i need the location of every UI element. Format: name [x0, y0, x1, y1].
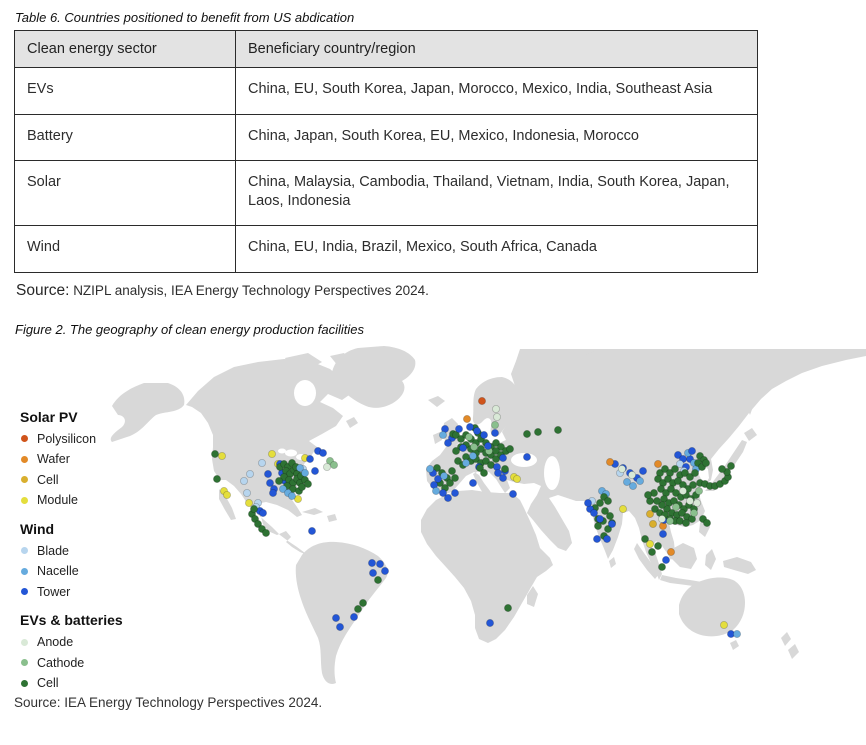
facility-dot	[246, 470, 253, 477]
facility-dot	[693, 499, 700, 506]
facility-dot	[603, 535, 610, 542]
facility-dot	[448, 467, 455, 474]
figure-title: Figure 2. The geography of clean energy production facilities	[15, 321, 365, 337]
facility-dot	[288, 492, 295, 499]
legend-item	[20, 470, 123, 491]
facility-dot	[509, 490, 516, 497]
facility-dot	[368, 559, 375, 566]
facility-dot	[493, 413, 500, 420]
legend-dot-icon	[21, 497, 28, 504]
facility-dot	[654, 460, 661, 467]
facility-dot	[534, 428, 541, 435]
facility-dot	[720, 621, 727, 628]
facility-dot	[350, 613, 357, 620]
facility-dot	[275, 477, 282, 484]
benefits-table	[14, 30, 758, 273]
table-header-row	[15, 31, 758, 68]
facility-dot	[336, 623, 343, 630]
facility-dot	[513, 475, 520, 482]
facility-dot	[584, 499, 591, 506]
facility-dot	[596, 515, 603, 522]
world-map-figure	[0, 343, 866, 727]
facility-dot	[590, 509, 597, 516]
facility-dot	[671, 465, 678, 472]
facility-dot	[691, 469, 698, 476]
legend-item-label: Cell	[37, 676, 59, 691]
facility-dot	[243, 489, 250, 496]
legend-item-label: Tower	[37, 584, 71, 599]
sector-cell: Battery	[15, 114, 236, 161]
facility-dot	[594, 522, 601, 529]
facility-dot	[330, 461, 337, 468]
facility-dot	[301, 469, 308, 476]
facility-dot	[258, 459, 265, 466]
facility-dot	[308, 527, 315, 534]
facility-dot	[727, 462, 734, 469]
facility-dot	[452, 447, 459, 454]
facility-dot	[268, 450, 275, 457]
facility-dot	[499, 454, 506, 461]
facility-dot	[629, 482, 636, 489]
facility-dot	[223, 491, 230, 498]
facility-dot	[523, 430, 530, 437]
facility-dot	[618, 465, 625, 472]
beneficiary-cell: China, Malaysia, Cambodia, Thailand, Vietnam, India, South Korea, Japan, Laos, Indonesia	[236, 161, 758, 226]
legend-item-label: Cathode	[37, 655, 85, 670]
facility-dot	[644, 491, 651, 498]
facility-dot	[451, 474, 458, 481]
legend-item	[20, 632, 123, 653]
legend-dot-icon	[21, 568, 28, 575]
sector-cell: EVs	[15, 68, 236, 115]
facility-dot	[702, 459, 709, 466]
facility-dot	[306, 455, 313, 462]
beneficiary-cell: China, Japan, South Korea, EU, Mexico, Indonesia, Morocco	[236, 114, 758, 161]
facility-dot	[662, 556, 669, 563]
facility-dot	[682, 519, 689, 526]
legend-dot-icon	[21, 547, 28, 554]
facility-dot	[679, 487, 686, 494]
facility-dot	[304, 480, 311, 487]
facility-dot	[323, 463, 330, 470]
sector-cell: Wind	[15, 226, 236, 273]
legend-item	[20, 449, 123, 470]
legend-item-label: Module	[37, 493, 78, 508]
legend-item-label: Nacelle	[37, 564, 79, 579]
map-legend	[20, 409, 123, 694]
table-row	[15, 226, 758, 273]
table-source-label: Source:	[16, 281, 70, 299]
facility-dot	[608, 520, 615, 527]
facility-dot	[319, 449, 326, 456]
legend-group-title: EVs & batteries	[20, 612, 123, 629]
facility-dot	[451, 489, 458, 496]
header-beneficiary: Beneficiary country/region	[236, 31, 758, 68]
legend-dot-icon	[21, 456, 28, 463]
facility-dot	[606, 512, 613, 519]
facility-dot	[444, 494, 451, 501]
facility-dot	[648, 548, 655, 555]
table-row	[15, 68, 758, 115]
legend-item	[20, 429, 123, 450]
facility-dot	[259, 509, 266, 516]
facility-dot	[504, 604, 511, 611]
facility-dot	[604, 497, 611, 504]
facility-dot	[486, 619, 493, 626]
legend-item-label: Wafer	[37, 452, 70, 467]
facility-dot	[718, 465, 725, 472]
facility-dot	[653, 497, 660, 504]
facility-dot	[689, 481, 696, 488]
facility-dot	[501, 465, 508, 472]
facility-dot	[688, 447, 695, 454]
legend-item-label: Blade	[37, 543, 69, 558]
facility-dot	[667, 548, 674, 555]
facility-dot	[649, 520, 656, 527]
facility-dot	[480, 469, 487, 476]
facility-dot	[444, 439, 451, 446]
table-row	[15, 161, 758, 226]
facility-dot	[354, 605, 361, 612]
legend-item	[20, 582, 123, 603]
facility-dot	[703, 519, 710, 526]
facility-dot	[240, 477, 247, 484]
table-source-text: NZIPL analysis, IEA Energy Technology Perspectives 2024.	[73, 282, 429, 298]
legend-item	[20, 561, 123, 582]
beneficiary-cell: China, EU, India, Brazil, Mexico, South Africa, Canada	[236, 226, 758, 273]
facility-dot	[619, 505, 626, 512]
facility-dot	[733, 630, 740, 637]
facility-dot	[658, 563, 665, 570]
facility-dot	[332, 614, 339, 621]
world-map	[0, 343, 866, 711]
facility-dot	[593, 535, 600, 542]
facility-dot	[484, 442, 491, 449]
facility-dot	[523, 453, 530, 460]
facility-dot	[686, 497, 693, 504]
facility-dot	[470, 443, 477, 450]
facility-dot	[269, 489, 276, 496]
facility-dot	[374, 576, 381, 583]
facility-dot	[376, 560, 383, 567]
header-sector: Clean energy sector	[15, 31, 236, 68]
facility-dot	[211, 450, 218, 457]
facility-dot	[463, 415, 470, 422]
facility-dot	[426, 465, 433, 472]
legend-dot-icon	[21, 680, 28, 687]
facility-dot	[462, 459, 469, 466]
legend-item	[20, 541, 123, 562]
facility-dot	[494, 469, 501, 476]
facility-dot	[359, 599, 366, 606]
legend-item	[20, 673, 123, 694]
legend-item-label: Anode	[37, 635, 74, 650]
legend-item	[20, 490, 123, 511]
facility-dot	[250, 505, 257, 512]
sector-cell: Solar	[15, 161, 236, 226]
legend-group-title: Solar PV	[20, 408, 78, 425]
legend-group-title: Wind	[20, 520, 55, 537]
facility-dot	[646, 540, 653, 547]
facility-dot	[218, 452, 225, 459]
facility-dot	[264, 470, 271, 477]
facility-dot	[469, 479, 476, 486]
facility-dot	[369, 569, 376, 576]
legend-item-label: Polysilicon	[37, 431, 97, 446]
facility-dot	[465, 433, 472, 440]
facility-dot	[262, 529, 269, 536]
facility-dot	[480, 431, 487, 438]
facility-dot	[439, 431, 446, 438]
facility-dot	[245, 499, 252, 506]
facility-dot	[440, 472, 447, 479]
facility-dot	[432, 487, 439, 494]
beneficiary-cell: China, EU, South Korea, Japan, Morocco, Mexico, India, Southeast Asia	[236, 68, 758, 115]
figure-source: Source: IEA Energy Technology Perspectives 2024.	[14, 694, 323, 710]
facility-dot	[690, 509, 697, 516]
legend-dot-icon	[21, 476, 28, 483]
facility-dot	[666, 517, 673, 524]
facility-dot	[636, 477, 643, 484]
legend-dot-icon	[21, 639, 28, 646]
facility-dot	[466, 423, 473, 430]
facility-dot	[654, 542, 661, 549]
facility-dot	[455, 425, 462, 432]
facility-dot	[311, 467, 318, 474]
facility-dot	[554, 426, 561, 433]
legend-dot-icon	[21, 435, 28, 442]
legend-dot-icon	[21, 588, 28, 595]
facility-dot	[492, 405, 499, 412]
legend-item	[20, 653, 123, 674]
table-row	[15, 114, 758, 161]
facility-dot	[469, 452, 476, 459]
facility-dot	[695, 487, 702, 494]
facility-dot	[606, 458, 613, 465]
legend-dot-icon	[21, 659, 28, 666]
facility-dot	[473, 427, 480, 434]
facility-dot	[213, 475, 220, 482]
facility-dot	[491, 421, 498, 428]
table-title: Table 6. Countries positioned to benefit from US abdication	[15, 10, 355, 25]
facility-dot	[478, 397, 485, 404]
facility-dot	[672, 503, 679, 510]
legend-item-label: Cell	[37, 472, 59, 487]
table-source	[16, 282, 852, 300]
facility-dot	[639, 467, 646, 474]
facility-dot	[659, 530, 666, 537]
facility-dot	[628, 471, 635, 478]
facility-dot	[658, 515, 665, 522]
facility-dot	[506, 445, 513, 452]
facility-dot	[491, 429, 498, 436]
facility-dot	[459, 444, 466, 451]
facility-dot	[381, 567, 388, 574]
